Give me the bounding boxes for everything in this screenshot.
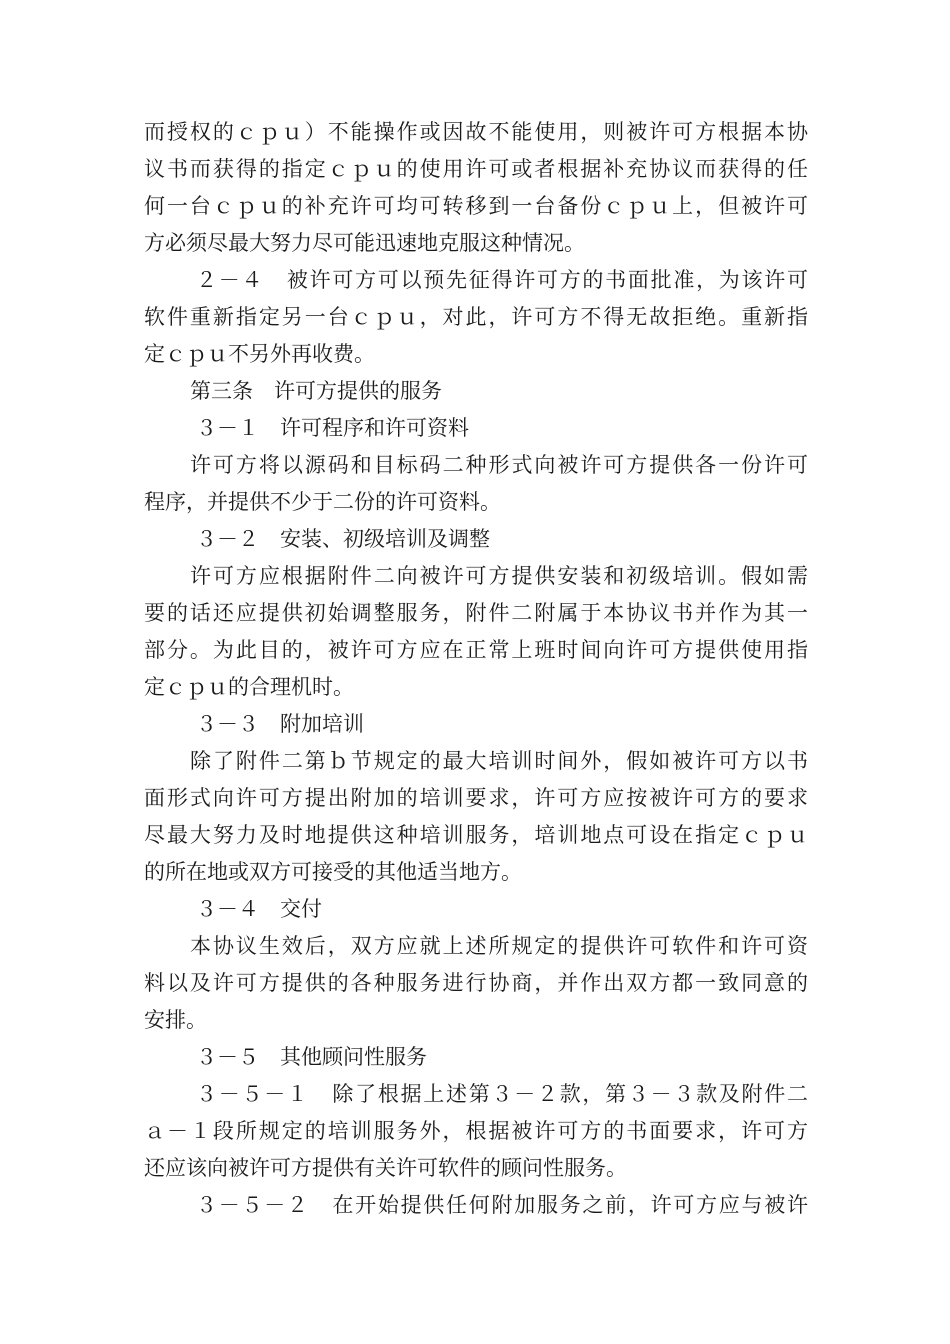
- document-line: 软件重新指定另一台ｃｐｕ，对此，许可方不得无故拒绝。重新指: [144, 305, 808, 329]
- document-line: 定ｃｐｕ不另外再收费。: [144, 342, 375, 366]
- document-body: [144, 114, 808, 1224]
- document-line: 还应该向被许可方提供有关许可软件的顾问性服务。: [144, 1156, 627, 1180]
- document-line: 许可方应根据附件二向被许可方提供安装和初级培训。假如需: [190, 564, 808, 588]
- document-line: ａ－１段所规定的培训服务外，根据被许可方的书面要求，许可方: [144, 1119, 808, 1143]
- document-line: 程序，并提供不少于二份的许可资料。: [144, 490, 501, 514]
- document-line: ３－４ 交付: [196, 897, 322, 921]
- document-line: ３－３ 附加培训: [196, 712, 364, 736]
- document-line: 第三条 许可方提供的服务: [190, 379, 442, 403]
- document-line: ３－５ 其他顾问性服务: [196, 1045, 427, 1069]
- document-line: ２－４ 被许可方可以预先征得许可方的书面批准，为该许可: [196, 268, 808, 292]
- document-line: 部分。为此目的，被许可方应在正常上班时间向许可方提供使用指: [144, 638, 808, 662]
- document-line: 何一台ｃｐｕ的补充许可均可转移到一台备份ｃｐｕ上，但被许可: [144, 194, 808, 218]
- document-line: 尽最大努力及时地提供这种培训服务，培训地点可设在指定ｃｐｕ: [144, 823, 808, 847]
- document-line: 议书而获得的指定ｃｐｕ的使用许可或者根据补充协议而获得的任: [144, 157, 808, 181]
- document-line: ３－５－２ 在开始提供任何附加服务之前，许可方应与被许: [196, 1193, 808, 1217]
- document-line: 本协议生效后，双方应就上述所规定的提供许可软件和许可资: [190, 934, 808, 958]
- document-line: 定ｃｐｕ的合理机时。: [144, 675, 354, 699]
- document-line: 方必须尽最大努力尽可能迅速地克服这种情况。: [144, 231, 585, 255]
- document-line: 面形式向许可方提出附加的培训要求，许可方应按被许可方的要求: [144, 786, 808, 810]
- document-line: 的所在地或双方可接受的其他适当地方。: [144, 860, 522, 884]
- document-line: ３－５－１ 除了根据上述第３－２款，第３－３款及附件二: [196, 1082, 808, 1106]
- document-line: 料以及许可方提供的各种服务进行协商，并作出双方都一致同意的: [144, 971, 808, 995]
- document-line: ３－１ 许可程序和许可资料: [196, 416, 469, 440]
- document-line: 许可方将以源码和目标码二种形式向被许可方提供各一份许可: [190, 453, 808, 477]
- document-line: ３－２ 安装、初级培训及调整: [196, 527, 490, 551]
- document-line: 要的话还应提供初始调整服务，附件二附属于本协议书并作为其一: [144, 601, 808, 625]
- document-line: 除了附件二第ｂ节规定的最大培训时间外，假如被许可方以书: [190, 749, 808, 773]
- document-line: 安排。: [144, 1008, 207, 1032]
- document-line: 而授权的ｃｐｕ）不能操作或因故不能使用，则被许可方根据本协: [144, 120, 808, 144]
